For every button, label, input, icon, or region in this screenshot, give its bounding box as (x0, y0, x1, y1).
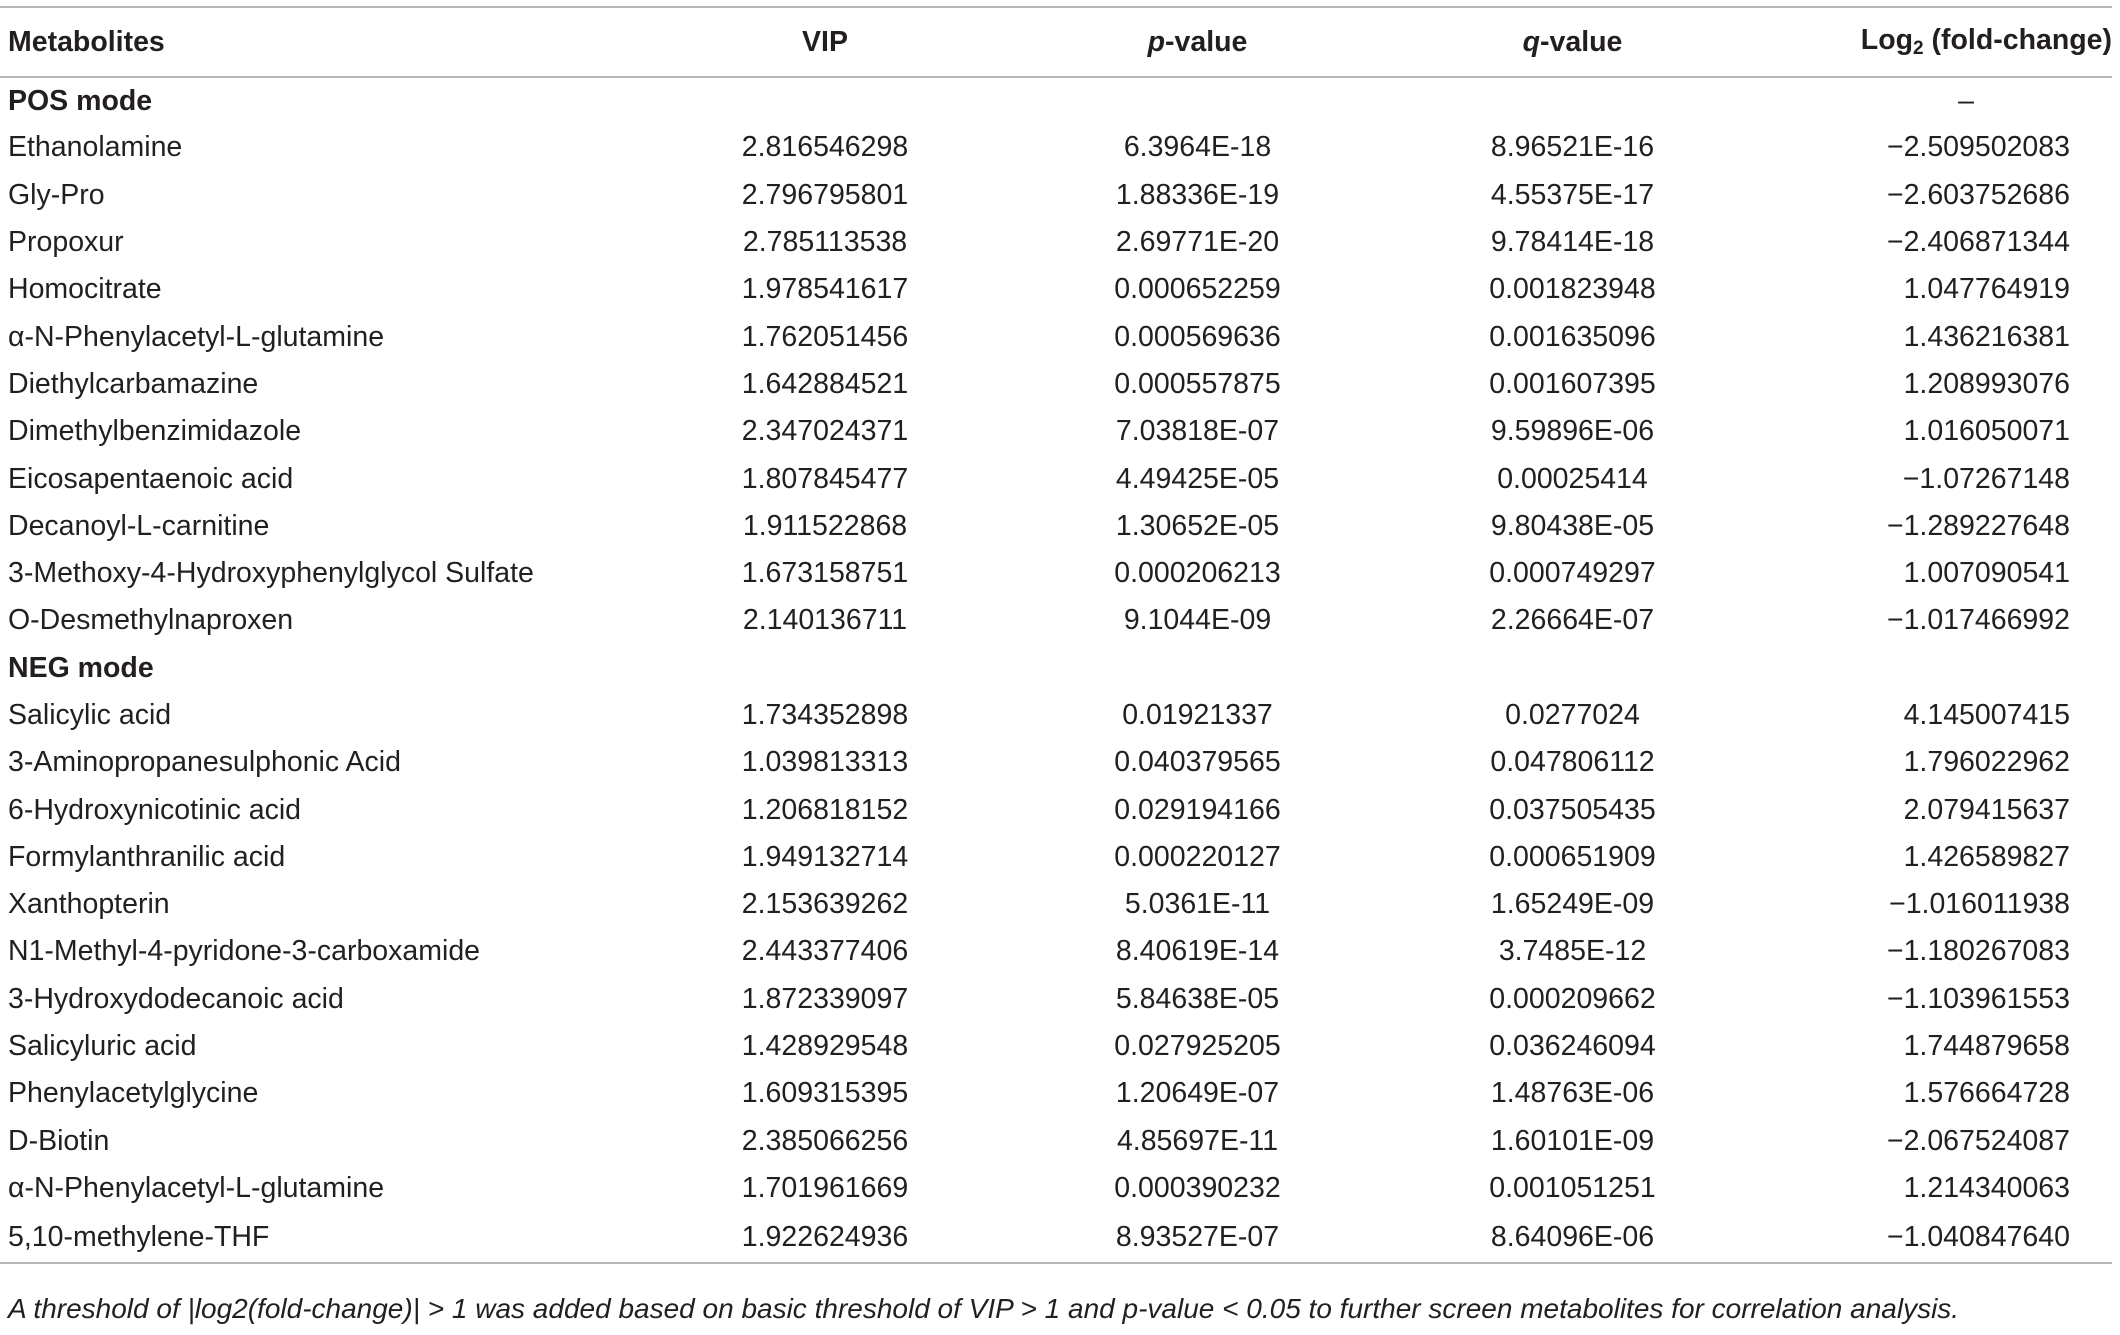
p-value-cell: 1.20649E-07 (1115, 1077, 1280, 1110)
log2-fold-change-cell: −2.509502083 (1886, 131, 2070, 164)
p-value-cell: 8.93527E-07 (1010, 1212, 1385, 1263)
p-value-cell: 0.040379565 (1114, 746, 1281, 779)
header-metabolites: Metabolites (0, 7, 640, 77)
vip-cell: 1.734352898 (741, 699, 909, 731)
log2-fold-change-cell: −2.603752686 (1886, 178, 2070, 211)
log2-fold-change-cell: 1.208993076 (1903, 367, 2070, 400)
metabolite-name-cell: 3-Methoxy-4-Hydroxyphenylglycol Sulfate (8, 557, 534, 590)
table-row (0, 124, 2112, 171)
header-q-letter: q (1522, 25, 1541, 58)
empty-cell (1385, 645, 1760, 692)
table-footnote (8, 1293, 1959, 1325)
log2-fold-change-cell: 2.079415637 (1903, 793, 2070, 826)
q-value-cell: 0.00025414 (1497, 462, 1648, 495)
section-title-pos: POS mode (8, 84, 153, 117)
p-value-cell: 0.000206213 (1114, 557, 1281, 590)
log2-fold-change-cell: 1.576664728 (1903, 1077, 2070, 1110)
metabolite-name-cell: 6-Hydroxynicotinic acid (8, 793, 302, 826)
q-value-cell: 0.047806112 (1490, 746, 1655, 779)
p-value-cell: 7.03818E-07 (1115, 415, 1280, 448)
p-value-cell: 9.1044E-09 (1123, 604, 1272, 637)
vip-cell: 2.153639262 (741, 888, 909, 921)
q-value-cell: 9.78414E-18 (1490, 226, 1655, 259)
p-value-cell: 0.01921337 (1122, 699, 1273, 731)
metabolite-name-cell: 5,10-methylene-THF (0, 1212, 640, 1263)
p-value-cell: 2.69771E-20 (1115, 226, 1280, 259)
log2-fold-change-cell: 4.145007415 (1903, 699, 2070, 731)
metabolite-name-cell: Gly-Pro (8, 178, 105, 211)
empty-cell (640, 77, 1010, 124)
p-value-cell: 0.000652259 (1114, 273, 1281, 306)
vip-cell: 2.796795801 (741, 178, 909, 211)
header-q-rest: -value (1540, 25, 1623, 58)
q-value-cell: 0.000651909 (1489, 840, 1656, 873)
q-value-cell: 0.001823948 (1489, 273, 1656, 306)
q-value-cell: 0.000749297 (1489, 557, 1656, 590)
vip-cell: 1.701961669 (741, 1171, 909, 1204)
section-dash: – (1958, 84, 1974, 117)
metabolite-name-cell: 3-Hydroxydodecanoic acid (8, 982, 344, 1015)
log2-fold-change-cell: −1.017466992 (1886, 604, 2070, 637)
vip-cell: 2.785113538 (742, 226, 908, 259)
metabolite-name-cell: Formylanthranilic acid (8, 840, 286, 873)
table-row (0, 1212, 2112, 1263)
log2-fold-change-cell: 1.047764919 (1903, 273, 2070, 306)
table-row (0, 1118, 2112, 1165)
header-vip: VIP (640, 7, 1010, 77)
table-row (0, 455, 2112, 502)
header-p-value (1010, 7, 1385, 77)
q-value-cell: 0.001635096 (1489, 320, 1656, 353)
vip-cell: 1.911522868 (742, 509, 908, 542)
metabolite-name-cell: Phenylacetylglycine (8, 1077, 259, 1110)
vip-cell: 2.347024371 (741, 415, 909, 448)
log2-fold-change-cell: −1.040847640 (1760, 1212, 2112, 1263)
q-value-cell: 0.001607395 (1489, 367, 1656, 400)
p-value-cell: 5.84638E-05 (1115, 982, 1280, 1015)
metabolite-name-cell: O-Desmethylnaproxen (8, 604, 294, 637)
p-value-cell: 4.49425E-05 (1115, 462, 1280, 495)
table-row (0, 834, 2112, 881)
empty-cell (1010, 645, 1385, 692)
metabolite-name-cell: D-Biotin (8, 1124, 110, 1157)
log2-fold-change-cell: −2.067524087 (1886, 1124, 2070, 1157)
log2-fold-change-cell: −1.180267083 (1886, 935, 2070, 968)
metabolite-name-cell: Eicosapentaenoic acid (8, 462, 294, 495)
q-value-cell: 3.7485E-12 (1498, 935, 1647, 968)
p-value-cell: 1.30652E-05 (1115, 509, 1280, 542)
empty-cell (640, 645, 1010, 692)
table-row (0, 1165, 2112, 1212)
table-header (0, 7, 2112, 77)
p-value-cell: 0.000220127 (1114, 840, 1281, 873)
metabolite-name-cell: Decanoyl-L-carnitine (8, 509, 270, 542)
vip-cell: 1.762051456 (741, 320, 909, 353)
vip-cell: 1.807845477 (741, 462, 909, 495)
vip-cell: 2.816546298 (741, 131, 909, 164)
q-value-cell: 8.64096E-06 (1385, 1212, 1760, 1263)
metabolite-name-cell: α-N-Phenylacetyl-L-glutamine (8, 320, 385, 353)
section-title-neg: NEG mode (8, 651, 154, 684)
metabolite-name-cell: Dimethylbenzimidazole (8, 415, 302, 448)
log2-fold-change-cell: 1.796022962 (1903, 746, 2070, 779)
table-row (0, 172, 2112, 219)
p-value-cell: 0.000557875 (1114, 367, 1281, 400)
empty-cell (1010, 77, 1385, 124)
q-value-cell: 4.55375E-17 (1490, 178, 1655, 211)
header-p-letter: p (1147, 25, 1166, 58)
log2-fold-change-cell: −1.07267148 (1902, 462, 2070, 495)
log2-fold-change-cell: −2.406871344 (1886, 226, 2070, 259)
table-row (0, 361, 2112, 408)
p-value-cell: 0.000569636 (1114, 320, 1281, 353)
p-value-cell: 0.000390232 (1114, 1171, 1281, 1204)
table-row (0, 503, 2112, 550)
metabolite-name-cell: α-N-Phenylacetyl-L-glutamine (8, 1171, 385, 1204)
vip-cell: 1.206818152 (741, 793, 909, 826)
table-row (0, 408, 2112, 455)
q-value-cell: 0.036246094 (1489, 1030, 1656, 1063)
table-row (0, 739, 2112, 786)
vip-cell: 1.673158751 (741, 557, 909, 590)
q-value-cell: 9.80438E-05 (1490, 509, 1655, 542)
header-fc-prefix: Log (1860, 24, 1914, 56)
table-body (0, 77, 2112, 1263)
table-row (0, 928, 2112, 975)
p-value-cell: 4.85697E-11 (1116, 1124, 1279, 1157)
metabolite-name-cell: Diethylcarbamazine (8, 367, 259, 400)
metabolite-name-cell: Salicylic acid (8, 699, 172, 731)
table-row (0, 597, 2112, 644)
log2-fold-change-cell: 1.436216381 (1903, 320, 2070, 353)
vip-cell: 2.385066256 (741, 1124, 909, 1157)
vip-cell: 2.443377406 (741, 935, 909, 968)
vip-cell: 1.609315395 (741, 1077, 909, 1110)
q-value-cell: 0.000209662 (1489, 982, 1656, 1015)
vip-cell: 1.642884521 (741, 367, 909, 400)
log2-fold-change-cell: 1.007090541 (1903, 557, 2070, 590)
metabolites-table (0, 6, 2112, 1264)
empty-cell (1760, 645, 2112, 692)
table-row (0, 976, 2112, 1023)
log2-fold-change-cell: 1.426589827 (1903, 840, 2070, 873)
metabolite-name-cell: Propoxur (8, 226, 124, 259)
vip-cell: 1.978541617 (741, 273, 909, 306)
table-row (0, 550, 2112, 597)
q-value-cell: 1.65249E-09 (1490, 888, 1655, 921)
section-row-pos (0, 77, 2112, 124)
metabolite-name-cell: 3-Aminopropanesulphonic Acid (8, 746, 401, 779)
q-value-cell: 0.001051251 (1489, 1171, 1656, 1204)
log2-fold-change-cell: 1.214340063 (1903, 1171, 2070, 1204)
metabolite-name-cell: Xanthopterin (8, 888, 170, 921)
log2-fold-change-cell: −1.016011938 (1889, 888, 2070, 921)
p-value-cell: 0.027925205 (1114, 1030, 1281, 1063)
table-row (0, 266, 2112, 313)
q-value-cell: 9.59896E-06 (1490, 415, 1655, 448)
table-row (0, 313, 2112, 360)
p-value-cell: 6.3964E-18 (1123, 131, 1272, 164)
metabolite-name-cell: N1-Methyl-4-pyridone-3-carboxamide (8, 935, 481, 968)
p-value-cell: 8.40619E-14 (1115, 935, 1280, 968)
log2-fold-change-cell: −1.289227648 (1886, 509, 2070, 542)
table-row (0, 1023, 2112, 1070)
table-row (0, 1070, 2112, 1117)
header-log2-fold-change (1760, 7, 2112, 77)
table-row (0, 692, 2112, 739)
empty-cell (1385, 77, 1760, 124)
log2-fold-change-cell: −1.103961553 (1886, 982, 2070, 1015)
vip-cell: 1.922624936 (640, 1212, 1010, 1263)
q-value-cell: 0.0277024 (1505, 699, 1640, 731)
vip-cell: 1.949132714 (741, 840, 909, 873)
q-value-cell: 1.60101E-09 (1490, 1124, 1655, 1157)
header-p-rest: -value (1165, 25, 1248, 58)
table-row (0, 786, 2112, 833)
metabolite-name-cell: Homocitrate (8, 273, 162, 306)
p-value-cell: 0.029194166 (1114, 793, 1281, 826)
vip-cell: 1.039813313 (741, 746, 909, 779)
section-row-neg (0, 645, 2112, 692)
q-value-cell: 2.26664E-07 (1490, 604, 1655, 637)
vip-cell: 1.872339097 (741, 982, 909, 1015)
vip-cell: 1.428929548 (741, 1030, 909, 1063)
p-value-cell: 1.88336E-19 (1115, 178, 1280, 211)
q-value-cell: 1.48763E-06 (1490, 1077, 1655, 1110)
metabolite-name-cell: Salicyluric acid (8, 1030, 197, 1063)
log2-fold-change-cell: 1.016050071 (1903, 415, 2070, 448)
header-row (0, 7, 2112, 77)
header-fc-suffix: (fold-change) (1923, 24, 2112, 56)
table-row (0, 881, 2112, 928)
header-fc-sub: 2 (1913, 38, 1924, 59)
q-value-cell: 0.037505435 (1489, 793, 1656, 826)
q-value-cell: 8.96521E-16 (1490, 131, 1655, 164)
log2-fold-change-cell: 1.744879658 (1903, 1030, 2070, 1063)
metabolite-name-cell: Ethanolamine (8, 131, 183, 164)
header-q-value (1385, 7, 1760, 77)
footnote-text: A threshold of |log2(fold-change)| > 1 was added based on basic threshold of VIP > 1 and p-value < 0.05 to further screen metabolites for correlation analysis. (8, 1293, 1960, 1324)
p-value-cell: 5.0361E-11 (1124, 888, 1271, 921)
vip-cell: 2.140136711 (742, 604, 908, 637)
table-row (0, 219, 2112, 266)
